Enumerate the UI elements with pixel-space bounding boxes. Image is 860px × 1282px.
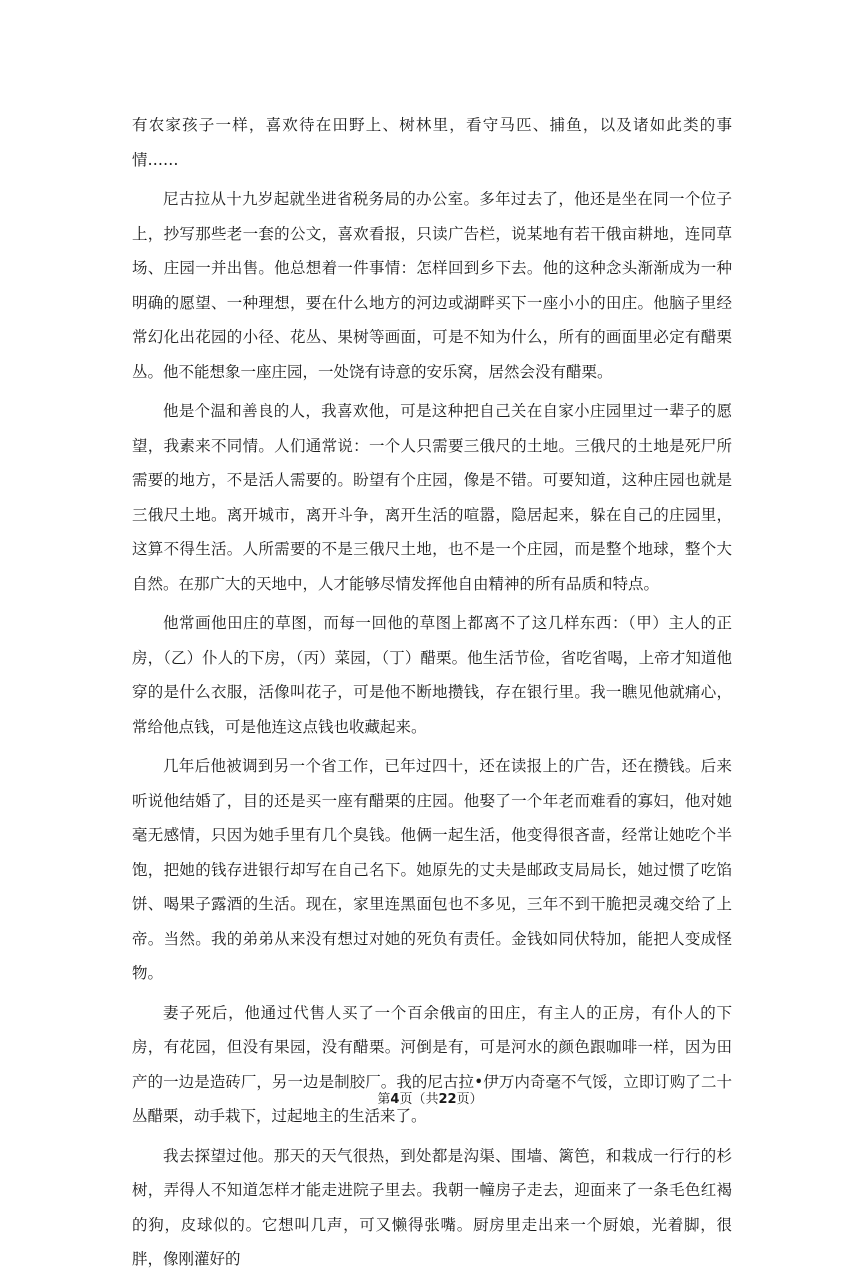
footer-suffix: 页）: [456, 1092, 483, 1107]
paragraph: 几年后他被调到另一个省工作，已年过四十，还在读报上的广告，还在攒钱。后来听说他结婚了，目的还是买一座有醋栗的庄园。他娶了一个年老而难看的寡妇，他对她毫无感情，只因为她手里有几个臭钱。他俩一起生活，他变得很吝啬，经常让她吃个半饱，把她的钱存进银行却写在自己名下。她原先的丈夫是邮政支局局长，她过惯了吃馅饼、喝果子露酒的生活。现在，家里连黑面包也不多见，三年不到干脆把灵魂交给了上帝。当然。我的弟弟从来没有想过对她的死负有责任。金钱如同伏特加，能把人变成怪物。: [132, 757, 732, 982]
current-page-number: 4: [390, 1092, 400, 1107]
page-number-footer: [0, 1088, 860, 1107]
paragraph: 妻子死后，他通过代售人买了一个百余俄亩的田庄，有主人的正房，有仆人的下房，有花园，但没有果园，没有醋栗。河倒是有，可是河水的颜色跟咖啡一样，因为田产的一边是造砖厂，另一边是制胶厂。我的尼古拉•伊万内奇毫不气馁，立即订购了二十丛醋栗，动手栽下，过起地主的生活来了。: [132, 1003, 732, 1125]
paragraph-continuation: 有农家孩子一样，喜欢待在田野上、树林里，看守马匹、捕鱼，以及诸如此类的事情……: [132, 116, 732, 169]
paragraph: 尼古拉从十九岁起就坐进省税务局的办公室。多年过去了，他还是坐在同一个位子上，抄写那些老一套的公文，喜欢看报，只读广告栏，说某地有若干俄亩耕地，连同草场、庄园一并出售。他总想着一件事情：怎样回到乡下去。他的这种念头渐渐成为一种明确的愿望、一种理想，要在什么地方的河边或湖畔买下一座小小的田庄。他脑子里经常幻化出花园的小径、花丛、果树等画面，可是不知为什么，所有的画面里必定有醋栗丛。他不能想象一座庄园，一处饶有诗意的安乐窝，居然会没有醋栗。: [132, 190, 732, 381]
paragraph: 他常画他田庄的草图，而每一回他的草图上都离不了这几样东西：（甲）主人的正房，（乙）仆人的下房，（丙）菜园，（丁）醋栗。他生活节俭，省吃省喝，上帝才知道他穿的是什么衣服，活像叫花子，可是他不断地攒钱，存在银行里。我一瞧见他就痛心，常给他点钱，可是他连这点钱也收藏起来。: [132, 614, 732, 736]
total-page-count: 22: [438, 1092, 457, 1107]
footer-middle: 页（共: [399, 1092, 439, 1107]
footer-prefix: 第: [377, 1092, 391, 1107]
paragraph: 我去探望过他。那天的天气很热，到处都是沟渠、围墙、篱笆，和栽成一行行的杉树，弄得人不知道怎样才能走进院子里去。我朝一幢房子走去，迎面来了一条毛色红褐的狗，皮球似的。它想叫几声，可又懒得张嘴。厨房里走出来一个厨娘，光着脚，很胖，像刚灌好的: [132, 1146, 732, 1268]
paragraph: 他是个温和善良的人，我喜欢他，可是这种把自己关在自家小庄园里过一辈子的愿望，我素来不同情。人们通常说：一个人只需要三俄尺的土地。三俄尺的土地是死尸所需要的地方，不是活人需要的。盼望有个庄园，像是不错。可要知道，这种庄园也就是三俄尺土地。离开城市，离开斗争，离开生活的喧嚣，隐居起来，躲在自己的庄园里，这算不得生活。人所需要的不是三俄尺土地，也不是一个庄园，而是整个地球，整个大自然。在那广大的天地中，人才能够尽情发挥他自由精神的所有品质和特点。: [132, 402, 732, 593]
